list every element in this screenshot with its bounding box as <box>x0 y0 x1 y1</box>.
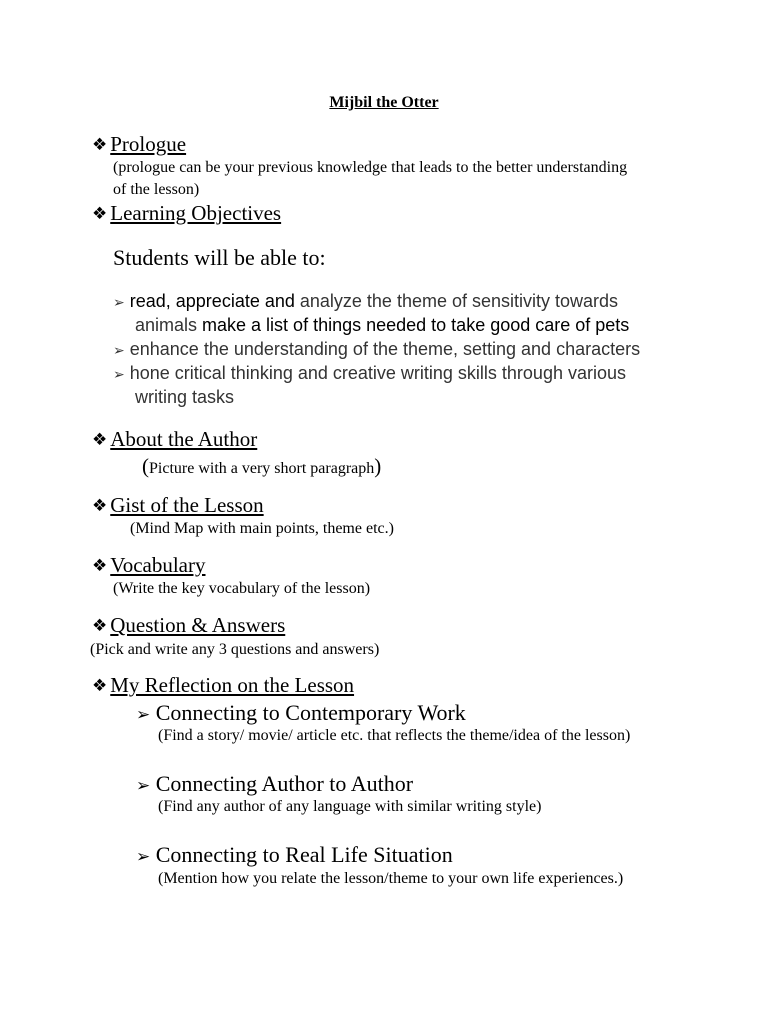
reflection-title: Connecting to Contemporary Work <box>155 700 466 725</box>
arrow-bullet-icon: ➢ <box>136 776 151 796</box>
reflection-note-3: (Mention how you relate the lesson/theme to your own life experiences.) <box>158 870 624 887</box>
section-objectives <box>92 201 281 226</box>
prologue-note-line2: of the lesson) <box>113 181 200 198</box>
vocabulary-note: (Write the key vocabulary of the lesson) <box>113 580 371 597</box>
diamond-bullet-icon: ❖ <box>92 204 108 224</box>
arrow-bullet-icon: ➢ <box>113 295 125 311</box>
section-heading: Gist of the Lesson <box>110 493 264 517</box>
section-heading: Vocabulary <box>110 553 206 577</box>
gist-note: (Mind Map with main points, theme etc.) <box>130 520 394 537</box>
objective-text: animals <box>135 315 198 335</box>
objective-item-3 <box>113 361 626 387</box>
section-vocabulary <box>92 553 206 578</box>
prologue-note-line1: (prologue can be your previous knowledge that leads to the better understanding <box>113 159 628 176</box>
diamond-bullet-icon: ❖ <box>92 616 108 636</box>
reflection-note-1: (Find a story/ movie/ article etc. that reflects the theme/idea of the lesson) <box>158 727 631 744</box>
section-heading: Question & Answers <box>110 613 286 637</box>
objective-item-3-cont: writing tasks <box>135 387 235 407</box>
reflection-title: Connecting Author to Author <box>155 771 414 796</box>
section-author <box>92 427 257 452</box>
section-prologue <box>92 132 186 157</box>
section-heading: My Reflection on the Lesson <box>110 673 355 697</box>
reflection-item-1 <box>136 700 466 726</box>
arrow-bullet-icon: ➢ <box>136 847 151 867</box>
objective-text: make a list of things needed to take good care of pets <box>197 315 630 335</box>
objective-text: hone critical thinking and creative writing skills through various <box>129 363 626 383</box>
section-heading: Prologue <box>110 132 187 156</box>
reflection-item-2 <box>136 771 413 797</box>
objective-text: read, appreciate and <box>129 291 295 311</box>
arrow-bullet-icon: ➢ <box>136 705 151 725</box>
objective-text: analyze the theme of sensitivity towards <box>294 291 619 311</box>
note-text: Picture with a very short paragraph <box>149 460 375 477</box>
diamond-bullet-icon: ❖ <box>92 676 108 696</box>
diamond-bullet-icon: ❖ <box>92 496 108 516</box>
objective-item-1-cont <box>135 313 629 337</box>
objective-text: enhance the understanding of the theme, setting and characters <box>129 339 641 359</box>
qa-note: (Pick and write any 3 questions and answers) <box>90 641 380 658</box>
reflection-item-3 <box>136 842 453 868</box>
objective-item-1 <box>113 289 618 315</box>
objective-item-2 <box>113 337 640 363</box>
diamond-bullet-icon: ❖ <box>92 430 108 450</box>
reflection-title: Connecting to Real Life Situation <box>155 842 453 867</box>
arrow-bullet-icon: ➢ <box>113 343 125 359</box>
section-reflection <box>92 673 354 698</box>
section-gist <box>92 493 264 518</box>
section-heading: Learning Objectives <box>110 201 282 225</box>
section-heading: About the Author <box>110 427 258 451</box>
reflection-note-2: (Find any author of any language with similar writing style) <box>158 798 542 815</box>
diamond-bullet-icon: ❖ <box>92 135 108 155</box>
diamond-bullet-icon: ❖ <box>92 556 108 576</box>
author-note: (Picture with a very short paragraph) <box>142 454 382 478</box>
section-qa <box>92 613 285 638</box>
document-title: Mijbil the Otter <box>329 94 439 111</box>
arrow-bullet-icon: ➢ <box>113 367 125 383</box>
objectives-intro: Students will be able to: <box>113 245 326 270</box>
